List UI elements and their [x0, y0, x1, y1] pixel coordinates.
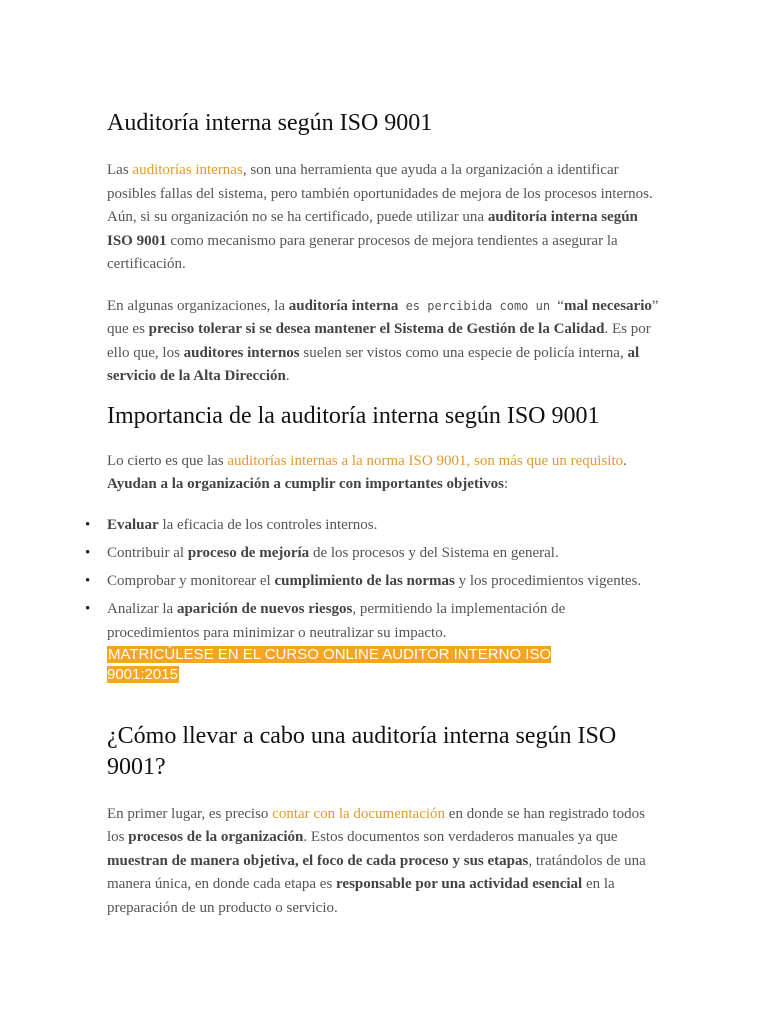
text: la eficacia de los controles internos. [158, 516, 378, 533]
bullet-icon: • [85, 544, 91, 561]
heading-como-llevar: ¿Cómo llevar a cabo una auditoría interna según ISO 9001? [107, 722, 617, 780]
text: y los procedimientos vigentes. [454, 572, 642, 589]
text: . Estos documentos son verdaderos manuales ya que [303, 829, 618, 845]
heading-importancia: Importancia de la auditoría interna según ISO 9001 [107, 402, 600, 429]
list-item [85, 541, 659, 565]
bold-text: muestran de manera objetiva, el foco de cada proceso y sus etapas [107, 852, 529, 869]
text: en la preparación de un producto o servicio. [107, 876, 615, 916]
paragraph-documentacion [107, 803, 659, 921]
bold-text: aparición de nuevos riesgos [176, 600, 353, 617]
bold-text: Ayudan a la organización a cumplir con importantes objetivos [107, 476, 504, 492]
list-item [85, 513, 659, 537]
text: , son una herramienta que ayuda a la organización a identificar posibles fallas del sistema, pero también oportunidades de mejora de los procesos internos. Aún, si su organización no se ha certificado, puede utilizar una [107, 162, 653, 225]
text: Lo cierto es que las [107, 452, 228, 469]
list-item [85, 569, 659, 593]
text: En primer lugar, es preciso [107, 805, 273, 822]
text: de los procesos y del Sistema en general. [309, 544, 559, 561]
article [85, 108, 659, 920]
paragraph-intro [107, 159, 659, 277]
text: . Es por ello que, los [107, 321, 651, 361]
bullet-icon: • [85, 516, 91, 533]
objectives-list [85, 513, 659, 645]
bold-text: auditoría interna según ISO 9001 [107, 209, 638, 249]
paragraph-mal-necesario [107, 295, 659, 389]
bold-text: procesos de la organización [128, 829, 304, 845]
bold-text: mal necesario [563, 297, 652, 314]
bold-text: proceso de mejoría [187, 544, 310, 561]
text: Las [107, 162, 133, 178]
text: En algunas organizaciones, la [107, 297, 289, 314]
text: suelen ser vistos como una especie de policía interna, [299, 344, 628, 361]
monospace-text: es percibida como un [398, 298, 558, 313]
text: . [285, 368, 290, 384]
bold-text: al servicio de la Alta Dirección [107, 344, 640, 384]
bold-text: cumplimiento de las normas [274, 572, 455, 589]
link-auditorias-norma[interactable]: auditorías internas a la norma ISO 9001, son más que un requisito [227, 452, 624, 469]
text: , tratándolos de una manera única, en donde cada etapa es [107, 852, 646, 892]
text: Analizar la [107, 600, 177, 617]
text: Comprobar y monitorear el [107, 572, 275, 589]
text: como mecanismo para generar procesos de mejora tendientes a asegurar la certificación. [107, 232, 618, 272]
text: en donde se han registrado todos los [107, 805, 645, 845]
paragraph-importancia [107, 450, 659, 497]
bold-text: Evaluar [107, 516, 159, 533]
text: ” que es [107, 297, 659, 337]
link-documentacion[interactable]: contar con la documentación [272, 805, 446, 822]
bold-text: auditores internos [183, 344, 300, 361]
text: . [623, 452, 627, 469]
text: “ [557, 297, 564, 314]
heading-auditoria-interna: Auditoría interna según ISO 9001 [107, 110, 433, 136]
bullet-icon: • [85, 572, 91, 589]
link-auditorias-internas[interactable]: auditorías internas [132, 162, 243, 178]
text: Contribuir al [107, 544, 188, 561]
list-item [85, 597, 659, 645]
bold-text: auditoría interna [288, 297, 399, 314]
bold-text: preciso tolerar si se desea mantener el Sistema de Gestión de la Calidad [148, 321, 605, 337]
course-enroll-link[interactable] [107, 645, 617, 685]
course-enroll-label[interactable]: MATRICÚLESE EN EL CURSO ONLINE AUDITOR INTERNO ISO 9001:2015 [107, 645, 552, 683]
text: , permitiendo la implementación de procedimientos para minimizar o neutralizar su impacto. [107, 600, 566, 641]
bullet-icon: • [85, 600, 91, 617]
text: : [503, 476, 509, 492]
bold-text: responsable por una actividad esencial [336, 876, 583, 892]
